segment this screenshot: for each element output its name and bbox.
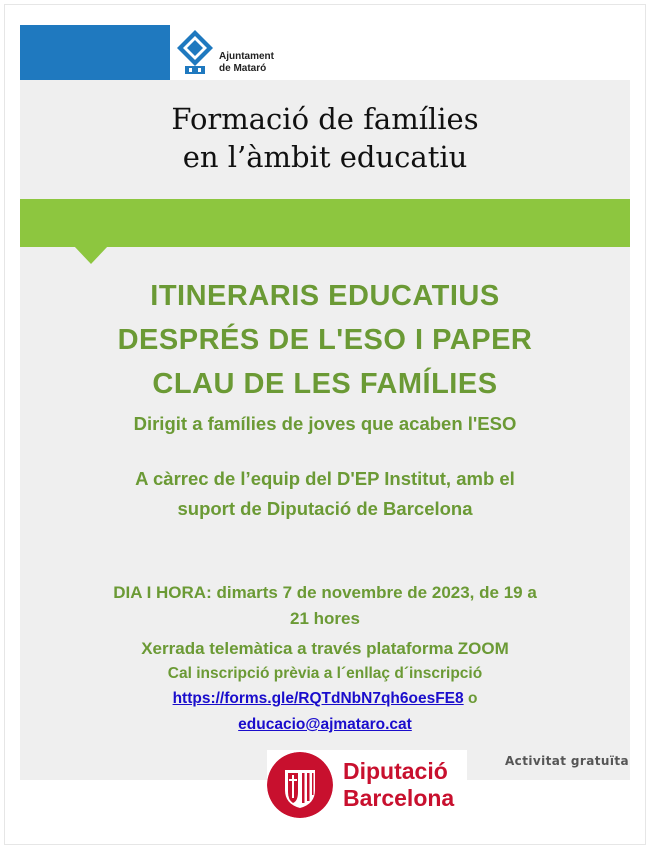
schedule-line1: DIA I HORA: dimarts 7 de novembre de 2023, de 19 a (113, 583, 537, 602)
green-band (20, 199, 630, 247)
org-line1: Ajuntament (219, 51, 274, 62)
email-link-row (20, 712, 630, 738)
diputacio-logo-text (343, 758, 454, 812)
free-activity-label: Activitat gratuïta (505, 754, 629, 768)
green-band-notch (74, 246, 108, 264)
diputacio-line1: Diputació (343, 758, 448, 784)
schedule-line2: 21 hores (290, 609, 360, 628)
event-title (20, 274, 630, 406)
form-link[interactable]: https://forms.gle/RQTdNbN7qh6oesFE8 (172, 690, 464, 707)
event-inscription: Cal inscripció prèvia a l´enllaç d´inscripció (167, 665, 483, 682)
org-name (219, 51, 274, 75)
event-title-line1: ITINERARIS EDUCATIUS (150, 280, 500, 312)
title-line2: en l’àmbit educatiu (182, 140, 468, 174)
title-line1: Formació de famílies (171, 102, 479, 136)
event-format: Xerrada telemàtica a través plataforma ZOOM (141, 639, 509, 658)
diputacio-crest-icon (267, 752, 333, 818)
diputacio-line2: Barcelona (343, 785, 455, 811)
org-line2: de Mataró (219, 63, 267, 74)
contact-links (20, 686, 630, 738)
link-conjunction: o (467, 690, 478, 707)
event-organizer (20, 464, 630, 524)
organizer-line2: suport de Diputació de Barcelona (177, 498, 473, 519)
page-title (20, 100, 630, 176)
event-title-line3: CLAU DE LES FAMÍLIES (152, 368, 498, 400)
header-blue-block (20, 25, 170, 80)
event-title-line2: DESPRÉS DE L'ESO I PAPER (117, 324, 533, 356)
email-link[interactable]: educacio@ajmataro.cat (238, 716, 412, 733)
header-bar (20, 25, 630, 80)
form-link-row (20, 686, 630, 712)
mataro-crest-icon (173, 28, 217, 76)
organizer-line1: A càrrec de l’equip del D'EP Institut, amb el (135, 468, 515, 489)
event-audience: Dirigit a famílies de joves que acaben l'ESO (133, 413, 517, 434)
event-schedule (20, 580, 630, 632)
